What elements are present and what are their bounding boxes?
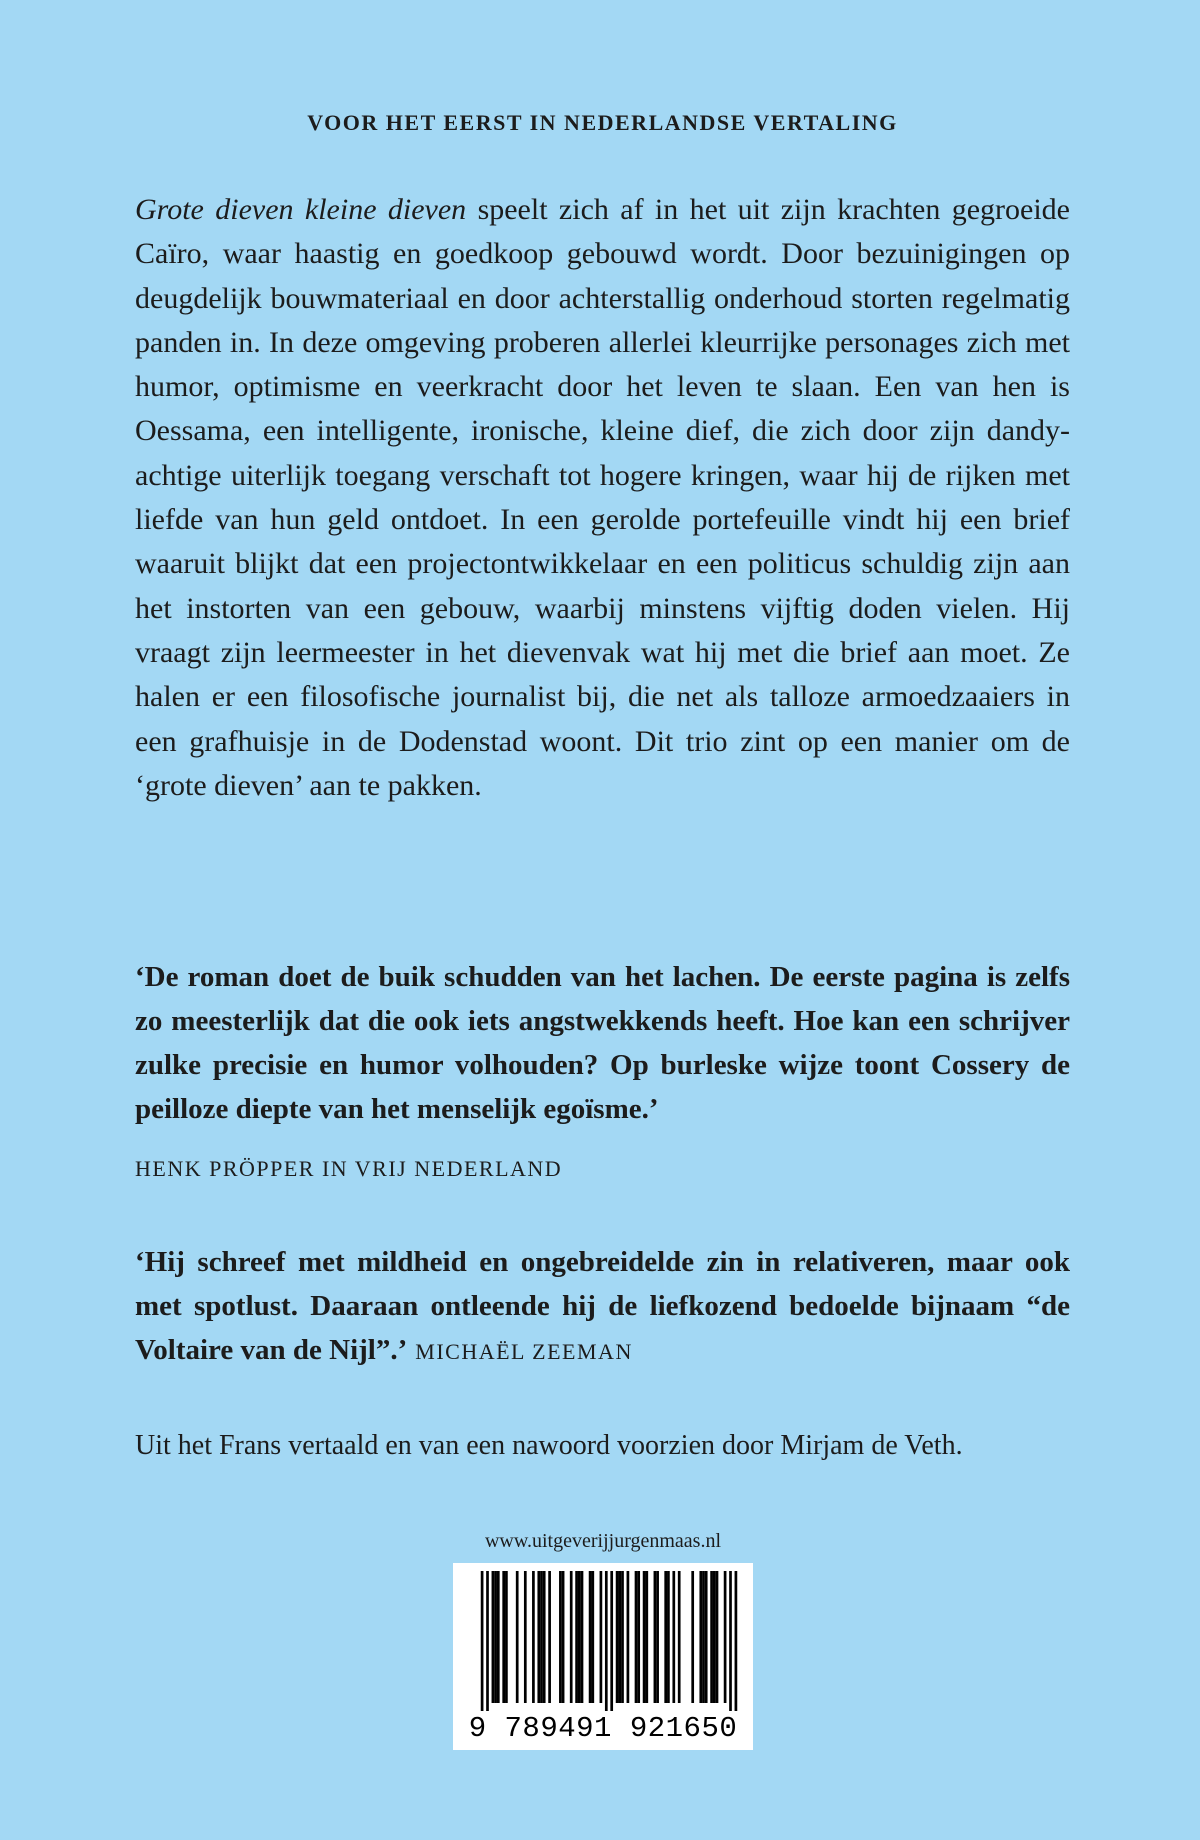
barcode-bar xyxy=(581,1571,584,1703)
isbn-barcode xyxy=(453,1563,753,1750)
barcode-bar xyxy=(664,1571,667,1703)
barcode-bar xyxy=(505,1571,508,1703)
barcode-bar xyxy=(735,1571,738,1711)
barcode-bar xyxy=(605,1571,608,1711)
barcode-bar xyxy=(570,1571,573,1703)
cover-heading: VOOR HET EERST IN NEDERLANDSE VERTALING xyxy=(307,110,898,135)
barcode-bar xyxy=(710,1571,713,1703)
book-description xyxy=(135,188,1070,808)
isbn-digits: 9 789491 921650 xyxy=(468,1712,738,1745)
review-quote-2-text: ‘Hij schreef met mildheid en ongebreidelde zin in relativeren, maar ook met spotlust. Daaraan ontleende hij de liefkozend bedoelde bijnaam “de Voltaire van de Nijl”.’ xyxy=(135,1246,1070,1366)
barcode-bar xyxy=(691,1571,694,1703)
barcode-bar xyxy=(548,1571,551,1703)
barcode-bar xyxy=(618,1571,621,1703)
barcode-bar xyxy=(494,1571,497,1703)
barcode-bar xyxy=(678,1571,681,1703)
barcode-bar xyxy=(637,1571,640,1703)
review-attribution-1: HENK PRÖPPER IN VRIJ NEDERLAND xyxy=(135,1156,563,1181)
barcode-bar xyxy=(516,1571,519,1703)
barcode-bar xyxy=(575,1571,578,1703)
barcode-bar xyxy=(656,1571,659,1703)
barcode-bar xyxy=(645,1571,648,1703)
translator-note: Uit het Frans vertaald en van een nawoord voorzien door Mirjam de Veth. xyxy=(135,1430,963,1461)
barcode-bar xyxy=(705,1571,708,1703)
barcode-bar xyxy=(559,1571,562,1703)
barcode-bar xyxy=(699,1571,702,1703)
barcode-bar xyxy=(502,1571,505,1703)
barcode-bar xyxy=(540,1571,543,1703)
barcode-bar xyxy=(591,1571,594,1703)
barcode-bar xyxy=(532,1571,535,1703)
barcode-bar xyxy=(713,1571,716,1703)
barcode-bars xyxy=(453,1563,753,1711)
barcode-bar xyxy=(537,1571,540,1703)
barcode-bar xyxy=(621,1571,624,1703)
review-quote-1: ‘De roman doet de buik schudden van het lachen. De eerste pagina is zelfs zo meesterlijk dat die ook iets angstwekkends heeft. Hoe kan een schrijver zulke precisie en humor volhouden? Op burleske wijze toont Cossery de peilloze diepte van het menselijk egoïsme.’ xyxy=(135,961,1070,1125)
barcode-bar xyxy=(643,1571,646,1703)
barcode-bar xyxy=(616,1571,619,1703)
review-attribution-2: MICHAËL ZEEMAN xyxy=(415,1339,633,1364)
barcode-bar xyxy=(543,1571,546,1703)
book-title: Grote dieven kleine dieven xyxy=(135,193,467,226)
barcode-bar xyxy=(702,1571,705,1703)
barcode-bar xyxy=(635,1571,638,1703)
barcode-bar xyxy=(672,1571,675,1703)
barcode-bar xyxy=(524,1571,527,1703)
publisher-website: www.uitgeverijjurgenmaas.nl xyxy=(484,1530,722,1552)
barcode-bar xyxy=(497,1571,500,1703)
barcode-bar xyxy=(610,1571,613,1711)
barcode-bar xyxy=(492,1571,495,1703)
barcode-bar xyxy=(667,1571,670,1703)
barcode-bar xyxy=(578,1571,581,1703)
barcode-bar xyxy=(481,1571,484,1711)
description-text: speelt zich af in het uit zijn krachten gegroeide Caïro, waar haastig en goedkoop gebouwd wordt. Door bezuinigingen op deugdelijk bouwmateriaal en door achterstallig onderhoud storten regelmatig panden in. In deze omgeving proberen allerlei kleurrijke personages zich met humor, optimisme en veerkracht door het leven te slaan. Een van hen is Oessama, een intelligente, ironische, kleine dief, die zich door zijn dandy-achtige uiterlijk toegang verschaft tot hogere kringen, waar hij de rijken met liefde van hun geld ontdoet. In een gerolde portefeuille vindt hij een brief waaruit blijkt dat een projectontwikkelaar en een politicus schuldig zijn aan het instorten van een gebouw, waarbij minstens vijftig doden vielen. Hij vraagt zijn leermeester in het dievenvak wat hij met die brief aan moet. Ze halen er een filosofische journalist bij, die net als talloze armoedzaaiers in een grafhuisje in de Dodenstad woont. Dit trio zint op een manier om de ‘grote dieven’ aan te pakken. xyxy=(135,193,1070,802)
barcode-bar xyxy=(627,1571,630,1703)
review-quote-2 xyxy=(135,1240,1070,1374)
barcode-bar xyxy=(562,1571,565,1703)
barcode-bar xyxy=(600,1571,603,1703)
barcode-bar xyxy=(486,1571,489,1711)
barcode-bar xyxy=(716,1571,719,1703)
barcode-bar xyxy=(654,1571,657,1703)
barcode-bar xyxy=(589,1571,592,1703)
barcode-bar xyxy=(724,1571,727,1703)
barcode-bar xyxy=(729,1571,732,1711)
